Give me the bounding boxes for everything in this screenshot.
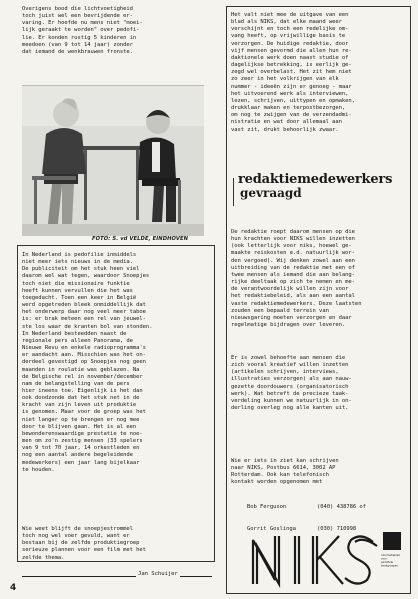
right-needs-paragraph: Er is zowel behoefte aan mensen die zich vooral kreatief willen inzetten (artikelen schrijven, interviews, illustraties verzorgen) als aan nauw- gezette doordouwers (organisatorisch werk). Wat betreft de precieze taak- verdeling kunnen we natuurlijk in on- derling overleg nog alle kanten uit. — [231, 355, 352, 412]
left-closing-paragraph: Wie weet blijft de snoepjestrommel toch nog wel voer gevuld, want er bestaan bij de zelfde produktiegroep serieuze plannen voor een film met het zelfde thema. — [22, 526, 146, 561]
logo-small-text: werkgroepen — [381, 564, 399, 568]
author-name: Jan Schuijer — [138, 571, 178, 577]
section-heading — [238, 172, 392, 200]
right-intro-paragraph: Het valt niet mee de uitgave van een blad als NIKS, dat elke maand weer verschijnt en toch een redelijke om- vang heeft, op vrijwillige basis te verzorgen. De huidige redaktie, door vijf mensen gevormd die allen hun re- daktionele werk doen naast studie of dagelijkse betrekking, is eerlijk ge- zegd wel overbelast. Het zit hem niet zo zeer in het volkrijgen van elk nummer - ideeën zijn er genoeg - maar het uitvoerend werk als interviewen, lezen, schrijven, uittypen en opmaken, drukklaar maken en terpostbezorgen, om nog te zwijgen van de verzendadmi- nistratie en wat door allemaal aan vast zit, drukt behoorlijk zwaar. — [231, 12, 355, 133]
heading-rule — [233, 178, 234, 206]
author-rule — [22, 576, 212, 577]
contact-name: Gorrit Goslinga — [247, 525, 296, 532]
heading-line-2: gevraagd — [240, 186, 302, 200]
heading-line-1: redaktiemedewerkers — [238, 172, 393, 187]
logo-small-text: voor — [381, 557, 387, 561]
contact-row — [247, 504, 366, 511]
niks-logo-graphic — [235, 525, 403, 588]
right-call-paragraph: De redaktie roept daarom mensen op die hun krachten voor NIKS willen inzetten (ook letterlijk voor niks, hoewel ge- maakte reiskosten e.d. natuurlijk wor- den vergoed). Wij denken zowel aan een uitbreiding van de redaktie met een of twee mensen als iemand die aan belang- rijke deeltaak op zich te nemen en me- de verantwoordelijk willen zijn voor het redaktiebeleid, als aan een aantal vaste redaktiemedewerkers. Deze laatsten zouden een bepaald terrein van nieuwsgaring moeten verzorgen en daar regelmatige bijdragen over leveren. — [231, 229, 362, 329]
logo-small-text: informatieblad — [381, 554, 400, 557]
photo — [22, 85, 204, 236]
contact-phone: (040) 438786 of — [317, 504, 366, 511]
left-intro-paragraph: Overigens bood die lichtvoetigheid toch juist wel een bevrijdende er- varing. Er hoefde nu mens niet "moei- lijk geraakt te worden" over pedofi- lie. Er konden rustig 5 kinderen in meedoen (van 9 tot 14 jaar) zonder dat iemand de wenkbrauwen fronste. — [22, 6, 143, 55]
right-contact-paragraph: Wie er iets in ziet kan schrijven naar NIKS, Postbus 6614, 3002 AP Rotterdam. Ook kan telefonisch kontakt worden opgenomen met — [231, 458, 339, 486]
contact-phone: (030) 710998 — [317, 525, 357, 532]
photo-caption: FOTO: S. vd VELDE, EINDHOVEN — [92, 236, 189, 242]
left-main-paragraph: In Nederland is pedofilie inmiddels niet meer iets nieuws in de media. De publiciteit om het stuk heen viel daarom wel wat tegen, waardoor Snoepjes toch niet die missionaire funktie heeft kunnen vervullen die het was toegedacht. Toen een keer in België werd opgetreden bleek onmiddellijk dat het onderwerp daar nog veel meer taboe is: er brak meteen een rel van jeuwel- ste los waar de kranten bol van stonden. In Nederland besteedden naast de regionale pers alleen Panorama, de Nieuwe Revu en enkele radioprogramma's er aandacht aan. Misschien was het on- derdeel gevestigd op Snoepjes nog geen maanden in roulatie was geblazen. Na de Belgische rel in november/december nam de belangstelling van de pers hier ineens toe. Eigenlijk is het dan ook doodzonde dat het stuk net in de kracht van zijn leven uit produktie is genomen. Maar voor de groep was het niet langer op te brengen er nog mee door te blijven gaan. Het is al een bewonderenswaardige prestatie te noe- men om zo'n zestig mensen (33 spelers van 9 tot 70 jaar, 14 orkestleden en nog een aantal andere begeleidende medewerkers) een jaar lang bijelkaar te houden. — [22, 252, 153, 473]
niks-logo — [235, 525, 403, 588]
logo-small-text: pedofiele — [381, 561, 394, 564]
page-number: 4 — [10, 583, 17, 593]
children-photo-illustration — [22, 86, 204, 236]
contact-name: Bob Ferguson — [247, 504, 287, 511]
